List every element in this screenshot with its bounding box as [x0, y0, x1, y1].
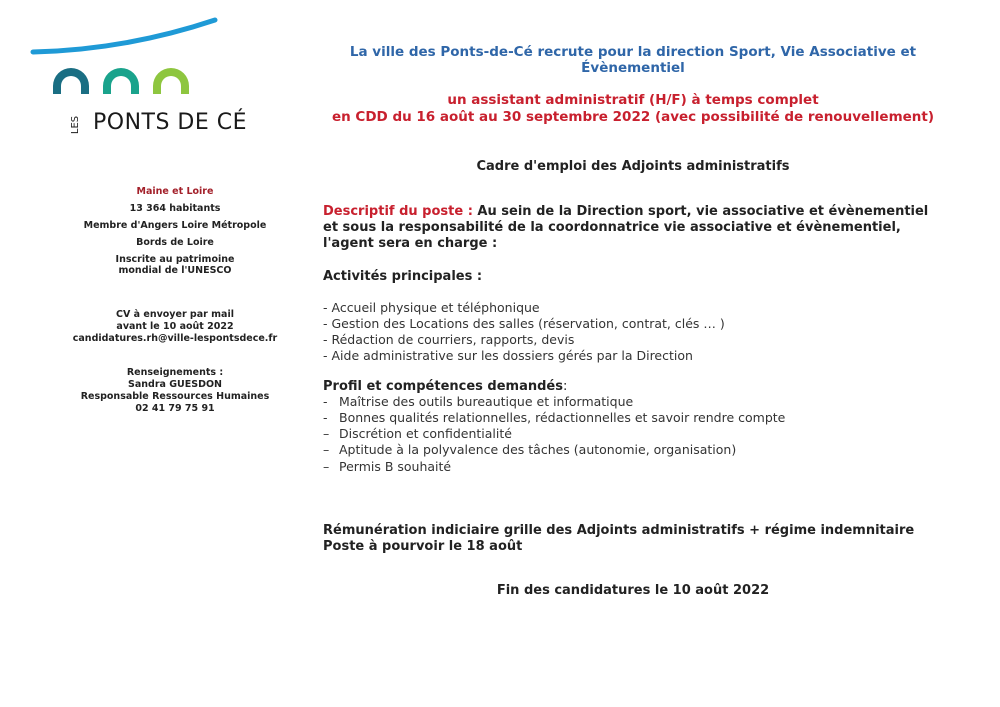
sidebar-info — [60, 186, 290, 419]
offer-title: La ville des Ponts-de-Cé recrute pour la direction Sport, Vie Associative et Évènementiel — [349, 44, 917, 77]
list-item: - Aide administrative sur les dossiers gérés par la Direction — [323, 348, 693, 364]
list-item — [323, 459, 943, 475]
list-text: Permis B souhaité — [339, 458, 452, 474]
job-offer — [323, 44, 943, 611]
description-label: Descriptif du poste : — [323, 203, 473, 219]
list-dash: – — [323, 426, 330, 441]
job-description — [323, 204, 943, 253]
remuneration-line-1: Rémunération indiciaire grille des Adjoints administratifs + régime indemnitaire — [323, 522, 915, 538]
list-item — [323, 442, 943, 458]
list-text: Maîtrise des outils bureautique et informatique — [339, 393, 634, 409]
list-item: - Accueil physique et téléphonique — [323, 299, 540, 315]
application-deadline: Fin des candidatures le 10 août 2022 — [496, 583, 770, 599]
city-logo — [25, 12, 248, 137]
activities-heading: Activités principales : — [323, 268, 483, 284]
list-dash: – — [323, 442, 330, 458]
list-item — [323, 426, 943, 442]
profile-heading-text: Profil et compétences demandés — [323, 378, 563, 394]
location: Bords de Loire — [136, 236, 214, 248]
application-email[interactable]: candidatures.rh@ville-lespontsdece.fr — [72, 333, 278, 344]
cv-line-2: avant le 10 août 2022 — [116, 321, 234, 333]
cv-instructions — [60, 309, 290, 345]
contact-info — [60, 367, 290, 415]
position-title — [323, 92, 943, 124]
list-dash: – — [323, 458, 330, 474]
info-label: Renseignements : — [126, 366, 224, 378]
list-text: Aptitude à la polyvalence des tâches (autonomie, organisation) — [339, 442, 737, 458]
contact-name: Sandra GUESDON — [128, 378, 222, 390]
profile-list — [323, 394, 943, 475]
population: 13 364 habitants — [129, 202, 221, 214]
list-item — [323, 394, 943, 410]
description-text: Au sein de la Direction sport, vie associative et évènementiel et sous la responsabilité de la coordonnatrice vie associative et évènementiel, l'agent sera en charge : — [323, 203, 929, 252]
remuneration — [323, 523, 943, 556]
logo-prefix: LES — [69, 115, 81, 135]
profile-heading — [323, 379, 943, 394]
employment-frame: Cadre d'emploi des Adjoints administratifs — [476, 158, 790, 174]
list-item: - Gestion des Locations des salles (réservation, contrat, clés … ) — [323, 315, 725, 331]
unesco-line-1: Inscrite au patrimoine — [115, 253, 235, 265]
position-line-2: en CDD du 16 août au 30 septembre 2022 (avec possibilité de renouvellement) — [331, 108, 935, 125]
list-text: Bonnes qualités relationnelles, rédactionnelles et savoir rendre compte — [339, 409, 786, 425]
profile-heading-colon: : — [562, 378, 568, 394]
unesco-line-2: mondial de l'UNESCO — [118, 265, 232, 277]
list-dash: - — [323, 393, 328, 409]
contact-phone: 02 41 79 75 91 — [135, 402, 215, 414]
region: Maine et Loire — [136, 186, 214, 197]
position-line-1: un assistant administratif (H/F) à temps complet — [447, 92, 819, 109]
cv-line-1: CV à envoyer par mail — [116, 309, 234, 321]
contact-role: Responsable Ressources Humaines — [80, 390, 270, 402]
list-item: - Rédaction de courriers, rapports, devis — [323, 332, 575, 347]
logo-wordmark: PONTS DE CÉ — [93, 110, 248, 135]
list-item — [323, 410, 943, 426]
list-text: Discrétion et confidentialité — [339, 426, 512, 441]
start-date: Poste à pourvoir le 18 août — [323, 539, 523, 554]
unesco-info — [60, 254, 290, 278]
activities-list — [323, 300, 943, 365]
list-dash: - — [323, 409, 328, 425]
member-of: Membre d'Angers Loire Métropole — [83, 219, 267, 231]
